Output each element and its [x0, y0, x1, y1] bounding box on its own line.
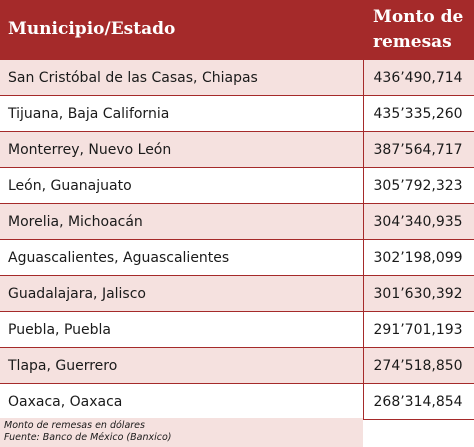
- table-row: [0, 168, 474, 204]
- cell-monto-remesas: 301’630,392: [363, 276, 474, 312]
- header-row: [0, 0, 474, 60]
- cell-municipio-estado: San Cristóbal de las Casas, Chiapas: [0, 60, 363, 96]
- cell-monto-remesas: 302’198,099: [363, 240, 474, 276]
- table-row: [0, 204, 474, 240]
- table-header: [0, 0, 474, 60]
- cell-municipio-estado: Aguascalientes, Aguascalientes: [0, 240, 363, 276]
- footnote-source: Fuente: Banco de México (Banxico): [4, 432, 172, 443]
- cell-municipio-estado: León, Guanajuato: [0, 168, 363, 204]
- table-body: [0, 60, 474, 420]
- table-row: [0, 384, 474, 420]
- header-monto-remesas: Monto de remesas: [363, 0, 474, 60]
- cell-municipio-estado: Morelia, Michoacán: [0, 204, 363, 240]
- table-row: [0, 60, 474, 96]
- table-footnotes: [0, 418, 363, 447]
- cell-monto-remesas: 305’792,323: [363, 168, 474, 204]
- cell-municipio-estado: Puebla, Puebla: [0, 312, 363, 348]
- table-row: [0, 240, 474, 276]
- table-row: [0, 276, 474, 312]
- table-row: [0, 348, 474, 384]
- cell-monto-remesas: 387’564,717: [363, 132, 474, 168]
- cell-municipio-estado: Tlapa, Guerrero: [0, 348, 363, 384]
- header-municipio-estado: Municipio/Estado: [0, 0, 363, 60]
- cell-monto-remesas: 435’335,260: [363, 96, 474, 132]
- table-row: [0, 312, 474, 348]
- cell-municipio-estado: Oaxaca, Oaxaca: [0, 384, 363, 420]
- cell-municipio-estado: Monterrey, Nuevo León: [0, 132, 363, 168]
- cell-municipio-estado: Tijuana, Baja California: [0, 96, 363, 132]
- cell-monto-remesas: 304’340,935: [363, 204, 474, 240]
- cell-monto-remesas: 291’701,193: [363, 312, 474, 348]
- table-row: [0, 96, 474, 132]
- cell-municipio-estado: Guadalajara, Jalisco: [0, 276, 363, 312]
- cell-monto-remesas: 268’314,854: [363, 384, 474, 420]
- table-row: [0, 132, 474, 168]
- cell-monto-remesas: 274’518,850: [363, 348, 474, 384]
- cell-monto-remesas: 436’490,714: [363, 60, 474, 96]
- footnote-currency: Monto de remesas en dólares: [4, 420, 145, 431]
